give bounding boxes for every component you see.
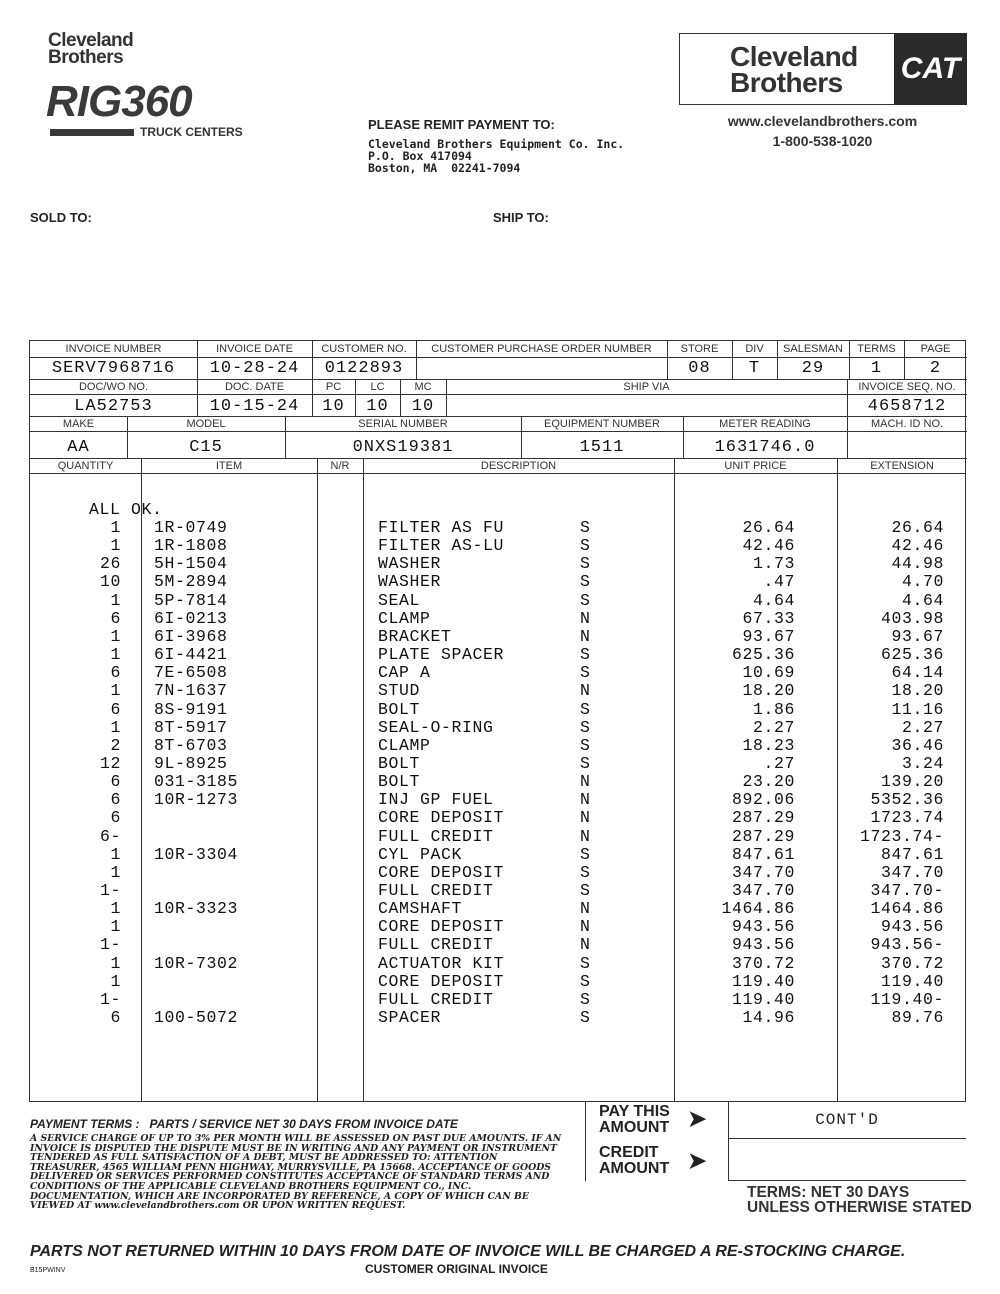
item-nr-flag: S [580, 954, 591, 973]
credit-amount-label [599, 1145, 669, 1177]
item-nr-flag: N [580, 627, 591, 646]
item-extension: 1723.74 [870, 808, 944, 827]
terms-value: 1 [870, 359, 883, 378]
store-value: 08 [688, 359, 711, 378]
invoice-number-label: INVOICE NUMBER [65, 343, 162, 355]
pay-amount-box [585, 1102, 966, 1181]
item-number: 5H-1504 [154, 554, 228, 573]
item-nr-flag: N [580, 935, 591, 954]
doc-date-label: DOC. DATE [224, 381, 285, 393]
item-description: WASHER [378, 554, 442, 573]
item-quantity: 1 [110, 591, 121, 610]
item-quantity: 1 [110, 645, 121, 664]
item-extension: 403.98 [880, 609, 944, 628]
invoice-number-value: SERV7968716 [51, 359, 176, 378]
item-quantity: 6 [110, 808, 121, 827]
item-description: CLAMP [378, 609, 431, 628]
item-unit-price: 1464.86 [721, 899, 795, 918]
mach-id-label: MACH. ID NO. [870, 418, 944, 430]
item-quantity: 1 [110, 681, 121, 700]
item-description: WASHER [378, 572, 442, 591]
item-quantity: 6 [110, 1008, 121, 1027]
item-unit-price: .47 [763, 572, 795, 591]
item-unit-price: 1.73 [752, 554, 795, 573]
item-unit-price: 93.67 [742, 627, 795, 646]
item-unit-price: 287.29 [731, 827, 795, 846]
item-number: 8T-6703 [154, 736, 228, 755]
item-number: 8T-5917 [154, 718, 228, 737]
item-quantity: 1 [110, 972, 121, 991]
item-unit-price: 287.29 [731, 808, 795, 827]
item-nr-flag: N [580, 772, 591, 791]
item-extension: 347.70 [880, 863, 944, 882]
item-description: BOLT [378, 700, 421, 719]
item-description: BOLT [378, 754, 421, 773]
mc-value: 10 [411, 397, 435, 416]
equipment-label: EQUIPMENT NUMBER [544, 418, 660, 430]
copy-type-label: CUSTOMER ORIGINAL INVOICE [365, 1262, 548, 1276]
div-value: T [748, 359, 761, 378]
item-extension: 2.27 [901, 718, 944, 737]
rig360-logo: RIG360 [46, 77, 192, 126]
arrow-right-icon: ➤ [688, 1106, 707, 1131]
arrow-right-icon: ➤ [688, 1148, 707, 1173]
nr-header: N/R [330, 460, 350, 472]
items-note: ALL OK. [89, 500, 163, 519]
website-link[interactable]: www.clevelandbrothers.com [727, 113, 918, 129]
item-number: 10R-3304 [154, 845, 239, 864]
item-header: ITEM [215, 460, 243, 472]
item-extension: 42.46 [891, 536, 944, 555]
page-value: 2 [929, 359, 942, 378]
invoice-date-label: INVOICE DATE [216, 343, 293, 355]
item-number: 9L-8925 [154, 754, 228, 773]
item-description: FULL CREDIT [378, 990, 494, 1009]
item-quantity: 1- [99, 935, 121, 954]
item-description: STUD [378, 681, 421, 700]
item-number [154, 863, 294, 881]
remit-line: Cleveland Brothers Equipment Co. Inc. [368, 137, 625, 151]
meter-label: METER READING [719, 418, 811, 430]
div-label: DIV [745, 343, 764, 355]
item-extension: 18.20 [891, 681, 944, 700]
item-description: FULL CREDIT [378, 881, 494, 900]
item-extension: 847.61 [880, 845, 944, 864]
item-description: SEAL [378, 591, 421, 610]
item-extension: 943.56 [880, 917, 944, 936]
item-unit-price: 625.36 [731, 645, 795, 664]
item-description: SPACER [378, 1008, 442, 1027]
item-description: CAMSHAFT [378, 899, 463, 918]
pay-amount-value: CONT'D [815, 1111, 879, 1129]
restocking-warning: PARTS NOT RETURNED WITHIN 10 DAYS FROM DATE OF INVOICE WILL BE CHARGED A RE-STOCKING CHARGE. [30, 1243, 906, 1260]
item-unit-price: 4.64 [752, 591, 795, 610]
item-extension: 26.64 [891, 518, 944, 537]
item-number: 8S-9191 [154, 700, 228, 719]
mc-label: MC [414, 381, 432, 393]
item-unit-price: 119.40 [731, 972, 795, 991]
equipment-value: 1511 [579, 438, 625, 457]
item-quantity: 6 [110, 772, 121, 791]
item-nr-flag: S [580, 572, 591, 591]
rig360-brand-name [48, 32, 133, 66]
item-quantity: 1- [99, 881, 121, 900]
extension-header: EXTENSION [870, 460, 934, 472]
model-label: MODEL [186, 418, 226, 430]
item-number: 031-3185 [154, 772, 239, 791]
item-number: 10R-3323 [154, 899, 239, 918]
net-terms-line: UNLESS OTHERWISE STATED [747, 1199, 972, 1216]
item-unit-price: 14.96 [742, 1008, 795, 1027]
item-extension: 5352.36 [870, 790, 944, 809]
item-description: CYL PACK [378, 845, 463, 864]
item-extension: 36.46 [891, 736, 944, 755]
item-description: FILTER AS FU [378, 518, 505, 537]
remit-title: PLEASE REMIT PAYMENT TO: [368, 117, 555, 132]
item-quantity: 6 [110, 790, 121, 809]
item-extension: 139.20 [880, 772, 944, 791]
payment-terms-title: PAYMENT TERMS : PARTS / SERVICE NET 30 DAYS FROM INVOICE DATE [30, 1117, 459, 1131]
item-number [154, 917, 294, 935]
item-quantity: 1 [110, 518, 121, 537]
item-extension: 89.76 [891, 1008, 944, 1027]
item-unit-price: 943.56 [731, 917, 795, 936]
lc-label: LC [370, 381, 385, 393]
salesman-label: SALESMAN [783, 343, 843, 355]
item-nr-flag: S [580, 663, 591, 682]
item-nr-flag: S [580, 845, 591, 864]
item-unit-price: .27 [763, 754, 795, 773]
remit-line: Boston, MA 02241-7094 [368, 161, 521, 175]
invoice-date-value: 10-28-24 [209, 359, 300, 378]
rig360-subtitle: TRUCK CENTERS [140, 125, 243, 139]
docwo-value: LA52753 [74, 397, 153, 416]
item-number: 6I-3968 [154, 627, 228, 646]
quantity-header: QUANTITY [57, 460, 114, 472]
item-unit-price: 18.20 [742, 681, 795, 700]
item-extension: 4.70 [901, 572, 944, 591]
item-number: 5P-7814 [154, 591, 228, 610]
item-unit-price: 42.46 [742, 536, 795, 555]
cleveland-brothers-logo-text [730, 41, 858, 98]
item-nr-flag: S [580, 990, 591, 1009]
item-nr-flag: N [580, 681, 591, 700]
item-description: INJ GP FUEL [378, 790, 494, 809]
item-nr-flag: N [580, 790, 591, 809]
pay-label-line: AMOUNT [599, 1119, 670, 1136]
item-unit-price: 18.23 [742, 736, 795, 755]
item-description: FILTER AS-LU [378, 536, 505, 555]
item-quantity: 26 [99, 554, 121, 573]
item-nr-flag: S [580, 518, 591, 537]
item-number: 5M-2894 [154, 572, 228, 591]
item-description: BOLT [378, 772, 421, 791]
salesman-value: 29 [801, 359, 825, 378]
item-nr-flag: S [580, 645, 591, 664]
remit-line: P.O. Box 417094 [368, 149, 472, 163]
item-number [154, 808, 294, 826]
remit-address [368, 138, 624, 174]
item-quantity: 1 [110, 536, 121, 555]
item-quantity: 10 [99, 572, 121, 591]
pay-label-line: PAY THIS [599, 1103, 670, 1120]
item-extension: 370.72 [880, 954, 944, 973]
item-unit-price: 847.61 [731, 845, 795, 864]
item-extension: 119.40- [870, 990, 944, 1009]
customer-no-value: 0122893 [324, 359, 404, 378]
phone-number: 1-800-538-1020 [772, 133, 873, 149]
item-quantity: 2 [110, 736, 121, 755]
item-nr-flag: S [580, 536, 591, 555]
item-number [154, 881, 294, 899]
item-number [154, 827, 294, 845]
store-label: STORE [680, 343, 719, 355]
item-unit-price: 892.06 [731, 790, 795, 809]
item-description: CAP A [378, 663, 431, 682]
item-number: 7E-6508 [154, 663, 228, 682]
item-extension: 625.36 [880, 645, 944, 664]
item-description: CORE DEPOSIT [378, 808, 505, 827]
item-number [154, 972, 294, 990]
logo-line2: Brothers [730, 67, 843, 98]
sold-to-label: SOLD TO: [30, 210, 92, 225]
item-unit-price: 119.40 [731, 990, 795, 1009]
item-extension: 1464.86 [870, 899, 944, 918]
doc-date-value: 10-15-24 [209, 397, 300, 416]
item-description: CORE DEPOSIT [378, 917, 505, 936]
pc-value: 10 [322, 397, 345, 416]
item-extension: 119.40 [880, 972, 944, 991]
logo-line1: Cleveland [730, 41, 858, 72]
docwo-label: DOC/WO NO. [78, 381, 149, 393]
item-number: 1R-0749 [154, 518, 228, 537]
item-description: FULL CREDIT [378, 827, 494, 846]
item-number: 10R-7302 [154, 954, 239, 973]
form-code: B15PWINV [30, 1267, 66, 1274]
item-description: CLAMP [378, 736, 431, 755]
item-unit-price: 2.27 [752, 718, 795, 737]
lc-value: 10 [366, 397, 389, 416]
item-nr-flag: S [580, 718, 591, 737]
description-header: DESCRIPTION [480, 460, 557, 472]
contact-info [700, 111, 945, 151]
serial-value: 0NXS19381 [352, 438, 454, 457]
item-nr-flag: N [580, 899, 591, 918]
credit-label-line: AMOUNT [599, 1160, 670, 1177]
brand-line1: Cleveland [48, 30, 134, 51]
item-quantity: 6 [110, 663, 121, 682]
item-extension: 1723.74- [859, 827, 944, 846]
item-description: CORE DEPOSIT [378, 863, 505, 882]
item-quantity: 1 [110, 718, 121, 737]
item-description: BRACKET [378, 627, 452, 646]
page-label: PAGE [920, 343, 951, 355]
net-terms [747, 1185, 972, 1215]
po-number-label: CUSTOMER PURCHASE ORDER NUMBER [431, 343, 652, 355]
unit-price-header: UNIT PRICE [724, 460, 787, 472]
item-unit-price: 67.33 [742, 609, 795, 628]
invoice-seq-label: INVOICE SEQ. NO. [858, 381, 956, 393]
item-quantity: 1 [110, 917, 121, 936]
item-nr-flag: S [580, 881, 591, 900]
item-unit-price: 943.56 [731, 935, 795, 954]
item-unit-price: 347.70 [731, 881, 795, 900]
item-unit-price: 26.64 [742, 518, 795, 537]
item-number [154, 990, 294, 1008]
item-nr-flag: S [580, 736, 591, 755]
meter-value: 1631746.0 [714, 438, 816, 457]
item-quantity: 6 [110, 700, 121, 719]
item-number [154, 935, 294, 953]
item-nr-flag: S [580, 972, 591, 991]
brand-line2: Brothers [48, 47, 124, 68]
invoice-seq-value: 4658712 [867, 397, 947, 416]
item-nr-flag: S [580, 863, 591, 882]
customer-no-label: CUSTOMER NO. [321, 343, 407, 355]
item-number: 7N-1637 [154, 681, 228, 700]
item-nr-flag: S [580, 754, 591, 773]
item-extension: 11.16 [891, 700, 944, 719]
item-extension: 347.70- [870, 881, 944, 900]
item-nr-flag: S [580, 700, 591, 719]
item-extension: 64.14 [891, 663, 944, 682]
rig360-logo-bar [50, 129, 134, 136]
item-nr-flag: N [580, 609, 591, 628]
item-quantity: 1 [110, 845, 121, 864]
item-description: SEAL-O-RING [378, 718, 494, 737]
item-unit-price: 1.86 [752, 700, 795, 719]
cat-badge-logo: CAT [894, 33, 967, 105]
item-nr-flag: S [580, 1008, 591, 1027]
item-extension: 943.56- [870, 935, 944, 954]
item-extension: 3.24 [901, 754, 944, 773]
item-nr-flag: N [580, 808, 591, 827]
make-value: AA [67, 438, 90, 457]
item-quantity: 1 [110, 954, 121, 973]
item-quantity: 1 [110, 627, 121, 646]
make-label: MAKE [62, 418, 95, 430]
model-value: C15 [189, 438, 223, 457]
item-unit-price: 23.20 [742, 772, 795, 791]
net-terms-line: TERMS: NET 30 DAYS [747, 1184, 910, 1201]
item-extension: 44.98 [891, 554, 944, 573]
item-number: 10R-1273 [154, 790, 239, 809]
item-unit-price: 370.72 [731, 954, 795, 973]
item-nr-flag: S [580, 591, 591, 610]
item-nr-flag: N [580, 917, 591, 936]
item-quantity: 1- [99, 990, 121, 1009]
item-nr-flag: N [580, 827, 591, 846]
item-description: FULL CREDIT [378, 935, 494, 954]
item-extension: 93.67 [891, 627, 944, 646]
item-unit-price: 10.69 [742, 663, 795, 682]
payment-terms-body: A SERVICE CHARGE OF UP TO 3% PER MONTH WILL BE ASSESSED ON PAST DUE AMOUNTS. IF AN INVOICE IS DISPUTED THE DISPUTE MUST BE IN WRITING AND ANY PAYMENT OR INSTRUMENT TENDERED AS FULL SATISFACTION OF A DEBT, MUST BE ADDRESSED TO: ATTENTION TREASURER, 4565 WILLIAM PENN HIGHWAY, MURRYSVILLE, PA 15668. ACCEPTANCE OF GOODS DELIVERED OR SERVICES PERFORMED CONSTITUTES ACCEPTANCE OF STANDARD TERMS AND CONDITIONS OF THE APPLICABLE CLEVELAND BROTHERS EQUIPMENT CO., INC. DOCUMENTATION, WHICH ARE INCORPORATED BY REFERENCE, A COPY OF WHICH CAN BE VIEWED AT www.clevelandbrothers.com OR UPON WRITTEN REQUEST. [30, 1133, 562, 1212]
item-quantity: 6- [99, 827, 121, 846]
pay-this-amount-label [599, 1104, 670, 1136]
item-number: 1R-1808 [154, 536, 228, 555]
item-quantity: 1 [110, 863, 121, 882]
item-unit-price: 347.70 [731, 863, 795, 882]
item-description: CORE DEPOSIT [378, 972, 505, 991]
terms-label: TERMS [857, 343, 896, 355]
item-quantity: 1 [110, 899, 121, 918]
credit-label-line: CREDIT [599, 1144, 659, 1161]
item-description: PLATE SPACER [378, 645, 505, 664]
pc-label: PC [325, 381, 342, 393]
invoice-header-grid [29, 340, 966, 474]
item-number: 100-5072 [154, 1008, 239, 1027]
item-number: 6I-0213 [154, 609, 228, 628]
serial-label: SERIAL NUMBER [358, 418, 448, 430]
ship-via-label: SHIP VIA [623, 381, 670, 393]
item-nr-flag: S [580, 554, 591, 573]
item-extension: 4.64 [901, 591, 944, 610]
ship-to-label: SHIP TO: [493, 210, 549, 225]
item-number: 6I-4421 [154, 645, 228, 664]
item-quantity: 6 [110, 609, 121, 628]
item-quantity: 12 [99, 754, 121, 773]
item-description: ACTUATOR KIT [378, 954, 505, 973]
